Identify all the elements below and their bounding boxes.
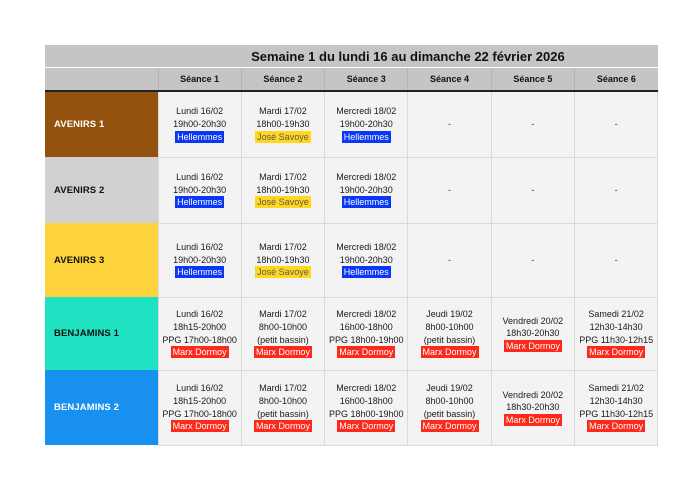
session-cell [241,157,324,223]
session-cell [574,157,657,223]
group-label: AVENIRS 2 [45,157,158,223]
location-tag: José Savoye [257,197,309,208]
session-line: Jeudi 19/02 [426,383,473,394]
empty-session-dash: - [531,184,535,195]
location-tag-wrap [326,196,406,209]
location-tag-wrap [576,346,656,359]
session-line: 19h00-20h30 [173,118,227,129]
table-row [45,370,658,445]
session-line: Lundi 16/02 [176,242,224,253]
session-cell [574,297,657,370]
session-line: Lundi 16/02 [176,309,224,320]
session-line: 16h00-18h00 [339,321,393,332]
group-label: BENJAMINS 1 [45,297,158,370]
session-line: 19h00-20h30 [339,118,393,129]
session-line: 19h00-20h30 [339,254,393,265]
location-tag-wrap [160,266,240,279]
location-tag-wrap [243,266,323,279]
session-line: Mardi 17/02 [259,106,307,117]
session-cell [408,157,491,223]
session-line: Mercredi 18/02 [336,106,397,117]
empty-session-dash: - [614,118,618,129]
group-label: AVENIRS 3 [45,223,158,297]
location-tag: Hellemmes [343,267,389,278]
column-header-row [45,68,658,92]
location-tag: Marx Dormoy [505,340,560,351]
location-tag-wrap [160,420,240,433]
location-tag-wrap [576,420,656,433]
session-line: Lundi 16/02 [176,172,224,183]
session-line: Lundi 16/02 [176,383,224,394]
empty-session-dash: - [531,118,535,129]
location-tag: Hellemmes [343,197,389,208]
session-line: Jeudi 19/02 [426,309,473,320]
table-row [45,297,658,370]
session-cell [491,91,574,157]
session-line: 19h00-20h30 [173,254,227,265]
location-tag: Hellemmes [177,131,223,142]
location-tag: Marx Dormoy [422,421,477,432]
session-line: Mardi 17/02 [259,242,307,253]
location-tag: José Savoye [257,267,309,278]
session-line: 18h15-20h00 [173,321,227,332]
location-tag: Marx Dormoy [255,421,310,432]
session-line: 16h00-18h00 [339,395,393,406]
session-line: PPG 11h30-12h15 [579,408,654,419]
session-line: 18h00-19h30 [256,254,310,265]
session-line: 19h00-20h30 [173,184,227,195]
session-line: 8h00-10h00 [258,395,307,406]
session-line: 12h30-14h30 [589,395,643,406]
location-tag-wrap [243,420,323,433]
location-tag: Marx Dormoy [589,347,644,358]
week-title: Semaine 1 du lundi 16 au dimanche 22 février 2026 [158,45,658,68]
session-line: 19h00-20h30 [339,184,393,195]
corner-cell [45,45,158,68]
empty-session-dash: - [448,118,452,129]
session-line: (petit bassin) [257,408,309,419]
session-cell [325,91,408,157]
session-line: Mardi 17/02 [259,309,307,320]
column-header-seance-3: Séance 3 [325,68,408,92]
session-line: 8h00-10h00 [258,321,307,332]
session-cell [325,370,408,445]
location-tag-wrap [409,420,489,433]
session-cell [408,91,491,157]
column-header-seance-4: Séance 4 [408,68,491,92]
location-tag-wrap [409,346,489,359]
session-cell [408,223,491,297]
session-line: Mercredi 18/02 [336,242,397,253]
title-row [45,45,658,68]
session-cell [491,223,574,297]
session-line: 8h00-10h00 [425,321,474,332]
empty-session-dash: - [614,184,618,195]
column-header-seance-6: Séance 6 [574,68,657,92]
schedule-body [45,91,658,445]
empty-session-dash: - [448,184,452,195]
session-line: Samedi 21/02 [588,383,644,394]
session-cell [574,223,657,297]
location-tag-wrap [243,131,323,144]
location-tag: José Savoye [257,131,309,142]
session-line: PPG 17h00-18h00 [162,408,237,419]
group-label: BENJAMINS 2 [45,370,158,445]
location-tag-wrap [326,131,406,144]
location-tag-wrap [326,266,406,279]
session-cell [158,370,241,445]
location-tag: Hellemmes [177,267,223,278]
location-tag: Marx Dormoy [589,421,644,432]
location-tag: Hellemmes [343,131,389,142]
corner-cell [45,68,158,92]
session-line: (petit bassin) [423,334,476,345]
session-line: (petit bassin) [423,408,476,419]
location-tag-wrap [493,414,573,427]
session-cell [158,157,241,223]
session-line: 12h30-14h30 [589,321,643,332]
session-cell [158,223,241,297]
session-line: Mercredi 18/02 [336,172,397,183]
location-tag-wrap [160,196,240,209]
location-tag: Marx Dormoy [339,421,394,432]
session-cell [241,91,324,157]
session-cell [408,297,491,370]
session-line: Vendredi 20/02 [502,389,564,400]
session-line: PPG 11h30-12h15 [579,334,654,345]
column-header-seance-5: Séance 5 [491,68,574,92]
column-header-seance-1: Séance 1 [158,68,241,92]
empty-session-dash: - [448,254,452,265]
location-tag: Marx Dormoy [172,347,227,358]
session-cell [325,157,408,223]
location-tag-wrap [326,420,406,433]
session-line: Mardi 17/02 [259,172,307,183]
empty-session-dash: - [531,254,535,265]
group-label: AVENIRS 1 [45,91,158,157]
session-line: Mercredi 18/02 [336,309,397,320]
session-cell [574,91,657,157]
session-line: 18h30-20h30 [506,402,560,413]
location-tag-wrap [243,346,323,359]
session-line: Samedi 21/02 [588,309,644,320]
session-cell [408,370,491,445]
session-line: Vendredi 20/02 [502,315,564,326]
session-line: (petit bassin) [257,334,309,345]
location-tag: Marx Dormoy [339,347,394,358]
location-tag-wrap [160,346,240,359]
location-tag-wrap [326,346,406,359]
empty-session-dash: - [614,254,618,265]
session-cell [491,157,574,223]
table-row [45,157,658,223]
table-row [45,223,658,297]
session-line: 18h00-19h30 [256,184,310,195]
session-cell [325,223,408,297]
location-tag: Marx Dormoy [255,347,310,358]
session-cell [241,223,324,297]
session-line: 8h00-10h00 [425,395,474,406]
location-tag: Marx Dormoy [505,414,560,425]
session-cell [491,297,574,370]
session-line: PPG 18h00-19h00 [328,408,404,419]
location-tag: Marx Dormoy [172,421,227,432]
session-cell [491,370,574,445]
session-cell [574,370,657,445]
column-header-seance-2: Séance 2 [241,68,324,92]
session-line: Lundi 16/02 [176,106,224,117]
session-line: Mardi 17/02 [259,383,307,394]
session-line: 18h00-19h30 [256,118,310,129]
location-tag-wrap [243,196,323,209]
session-cell [241,370,324,445]
session-cell [325,297,408,370]
location-tag: Marx Dormoy [422,347,477,358]
session-line: Mercredi 18/02 [336,383,397,394]
schedule-table [45,45,658,446]
session-line: 18h15-20h00 [173,395,227,406]
session-line: PPG 17h00-18h00 [162,334,237,345]
session-cell [158,297,241,370]
table-row [45,91,658,157]
location-tag-wrap [160,131,240,144]
location-tag-wrap [493,340,573,353]
location-tag: Hellemmes [177,197,223,208]
session-cell [241,297,324,370]
session-cell [158,91,241,157]
session-line: 18h30-20h30 [506,328,560,339]
session-line: PPG 18h00-19h00 [328,334,404,345]
